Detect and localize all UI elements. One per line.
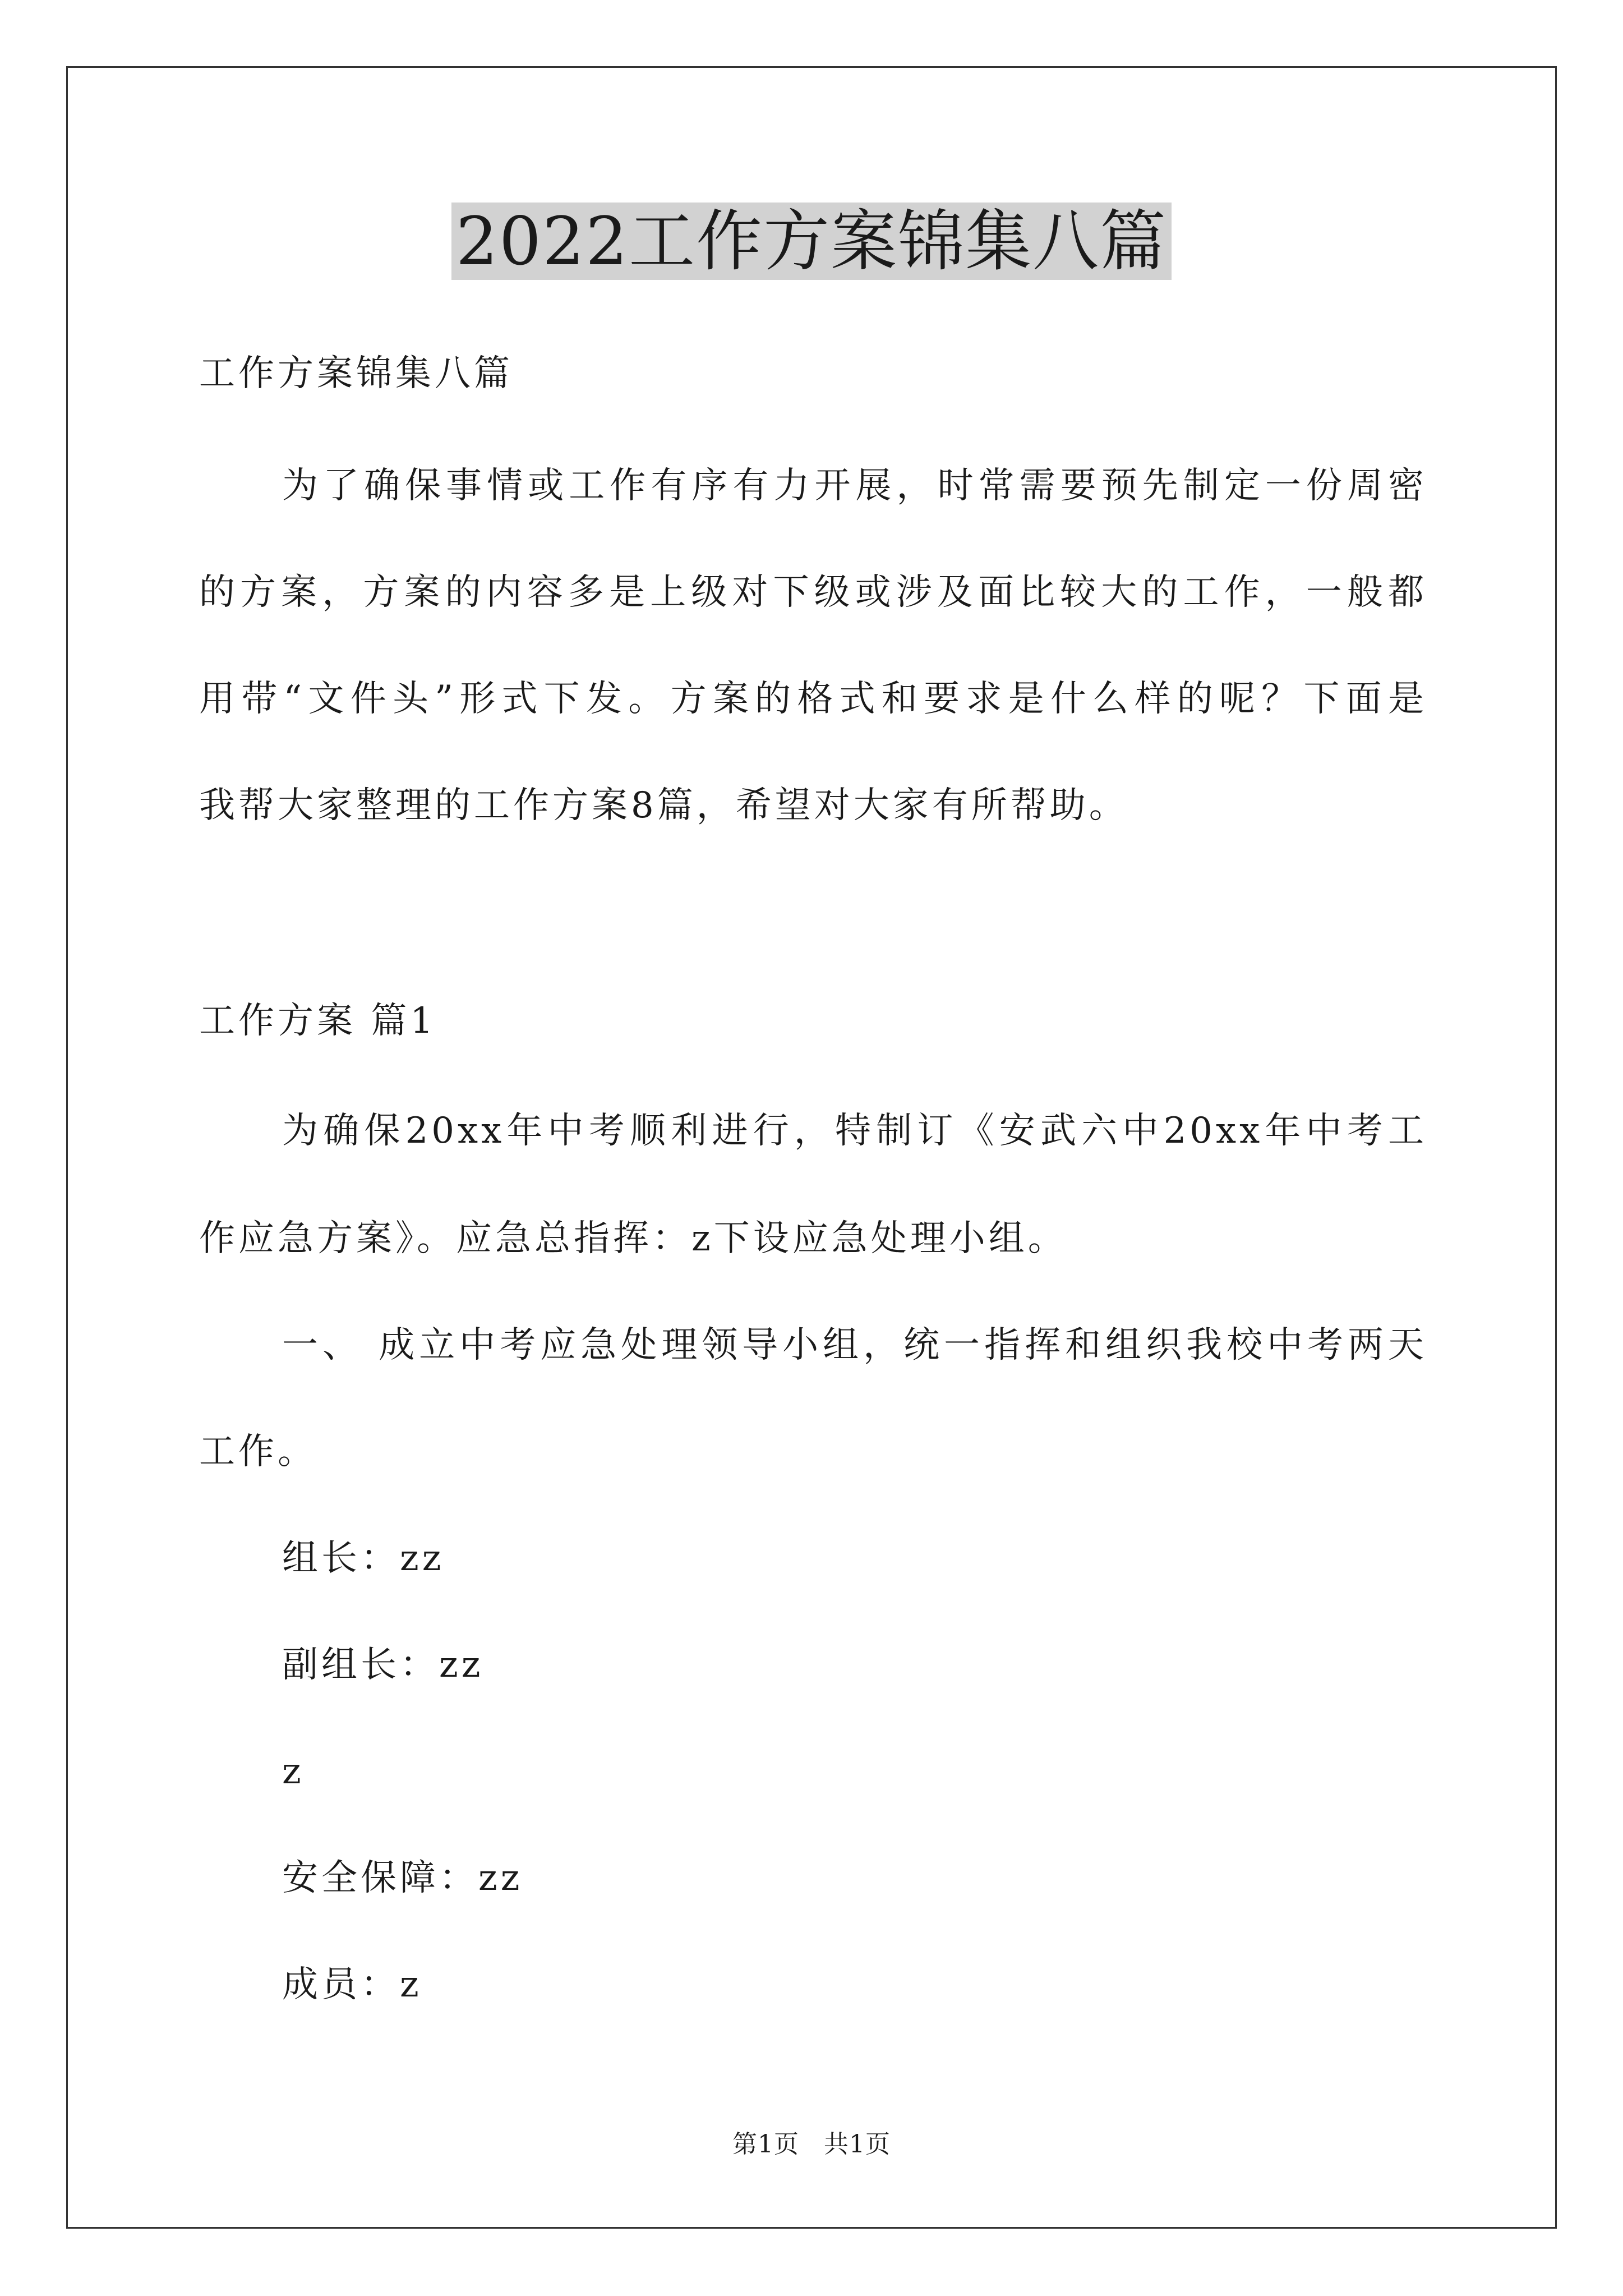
intro-paragraph-line: 用带“文件头”形式下发。方案的格式和要求是什么样的呢？下面是 [199,678,1427,720]
roster-line: 成员：z [282,1964,422,2005]
document-subtitle: 工作方案锦集八篇 [199,353,513,394]
page-number: 第1页 [732,2130,799,2159]
section-paragraph-line: 工作。 [199,1431,317,1473]
intro-paragraph-line: 为了确保事情或工作有序有力开展，时常需要预先制定一份周密 [282,465,1427,507]
roster-line: 副组长：zz [282,1644,484,1686]
roster-line: 组长：zz [282,1538,445,1579]
section-heading: 工作方案 篇1 [199,1000,437,1042]
page-footer [0,2129,1623,2160]
intro-paragraph-line: 我帮大家整理的工作方案8篇，希望对大家有所帮助。 [199,785,1128,826]
section-paragraph-line: 为确保20xx年中考顺利进行，特制订《安武六中20xx年中考工 [282,1110,1427,1152]
page-total: 共1页 [824,2130,891,2159]
roster-line: z [282,1751,305,1792]
intro-paragraph-line: 的方案，方案的内容多是上级对下级或涉及面比较大的工作，一般都 [199,572,1427,613]
document-title: 2022工作方案锦集八篇 [0,199,1623,283]
roster-line: 安全保障：zz [282,1857,523,1899]
section-paragraph-line: 作应急方案》。应急总指挥：z下设应急处理小组。 [199,1218,1067,1259]
section-paragraph-line: 一、 成立中考应急处理领导小组，统一指挥和组织我校中考两天 [282,1324,1427,1366]
